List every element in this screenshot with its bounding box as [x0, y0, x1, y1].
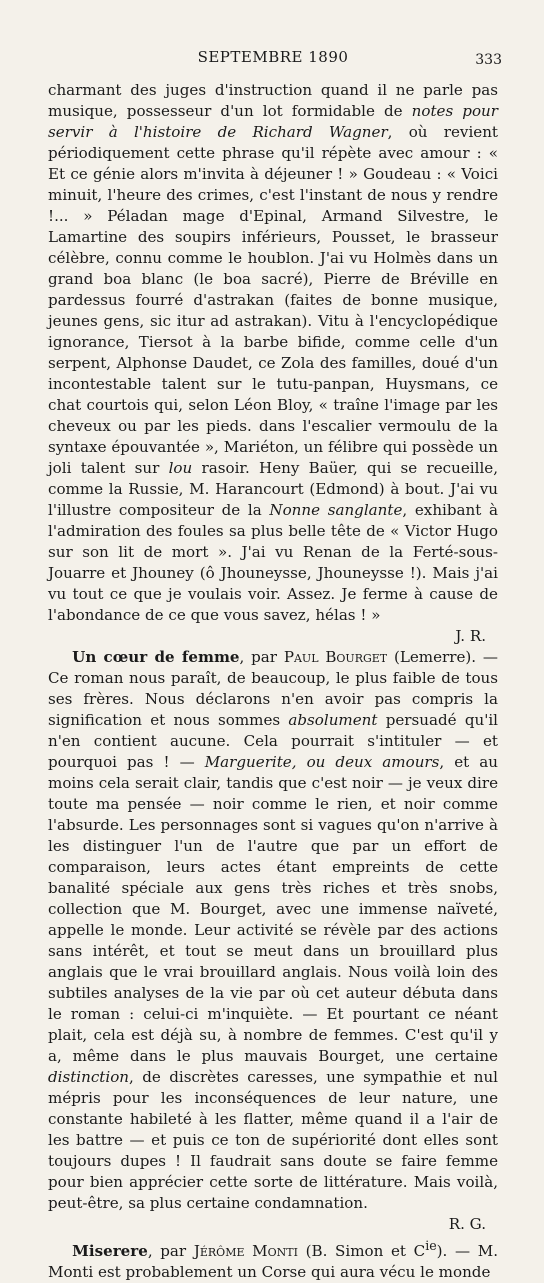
review1-text: (Lemerre). — Ce roman nous paraît, de beaucoup, le plus faible de tous ses frères. Nous déclarons n'en avoir pas compris la signification et nous sommes — [48, 648, 498, 729]
review2-text-2: ). — M. Monti est probablement un Corse qui aura vécu le monde — [48, 1242, 499, 1282]
signature-rg: R. G. — [448, 1215, 486, 1233]
para1-text-3: rasoir. Heny Baüer, qui se recueille, comme la Russie, M. Harancourt (Edmond) à bout. J'ai vu l'illustre compositeur de la — [48, 459, 498, 519]
review1-text-3: , et au moins cela serait clair, tandis que c'est noir — je veux dire toute ma pensée — noir comme le rien, et noir comme l'absurde. Les personnages sont si vagues qu'on n'arrive à les distinguer l'un de l'autre que par un effort de comparaison, leurs actes étant empreints de cette banalité spéciale aux gens très riches et très snobs, collection que M. Bourget, avec une immense naïveté, appelle le monde. Leur activité se révèle par des actions sans intérêt, et tout se meut dans un brouillard plus anglais que le vrai brouillard anglais. Nous voilà loin des subtiles analyses de la vie par où cet auteur débuta dans le roman : celui-ci m'inquiète. — Et pourtant ce néant plait, cela est déjà su, à nombre de femmes. C'est qu'il y a, même dans le plus mauvais Bourget, une certaine — [48, 753, 498, 1065]
review1-by: , par — [239, 648, 284, 666]
running-head: SEPTEMBRE 1890 — [197, 48, 349, 66]
signature-jr: J. R. — [455, 627, 486, 645]
para1-italic-lou: lou — [168, 459, 193, 477]
para1-text-4: , exhibant à l'admiration des foules sa plus belle tête de « Victor Hugo sur son lit de mort ». J'ai vu Renan de la Ferté-sous-Jouarre et Jhouney (ô Jhouneysse, Jhouneysse !). Mais j'ai vu tout ce que je voulais voir. Assez. Je ferme à cause de l'abondance de ce que vous savez, hélas ! » — [48, 501, 498, 624]
review1-italic-distinction: distinction — [48, 1068, 130, 1086]
review2-text: (B. Simon et C — [297, 1242, 426, 1261]
review1-author: Paul Bourget — [283, 648, 388, 666]
review-un-coeur-de-femme — [48, 647, 498, 1214]
paragraph-letter-continuation — [48, 80, 498, 626]
page-header — [48, 44, 502, 72]
para1-text: charmant des juges d'instruction quand il ne parle pas musique, possesseur d'un lot formidable de — [48, 81, 498, 120]
review1-text-2: persuadé qu'il n'en contient aucune. Cela pourrait s'intituler — et pourquoi pas ! — — [48, 711, 499, 771]
review1-text-4: , de discrètes caresses, une sympathie et nul mépris pour les inconséquences de leur nature, une constante habileté à les flatter, même quand il a l'air de les battre — et puis ce ton de supériorité dont elles sont toujours dupes ! Il faudrait sans doute se faire femme pour bien apprécier cette sorte de littérature. Mais voilà, peut-être, sa plus certaine condamnation. — [48, 1068, 498, 1212]
review2-superscript: ie — [425, 1238, 437, 1253]
para1-text-2: , où revient périodiquement cette phrase qu'il répète avec amour : « Et ce génie alors m'invita à déjeuner ! » Goudeau : « Voici minuit, l'heure des crimes, c'est l'instant de nous y rendre !... » Péladan mage d'Epinal, Armand Silvestre, le Lamartine des soupirs inférieurs, Pousset, le brasseur célèbre, connu comme le houblon. J'ai vu Holmès dans un grand boa blanc (le boa sacré), Pierre de Bréville en pardessus fourré d'astrakan (faites de bonne musique, jeunes gens, sic itur ad astrakan). Vitu à l'encyclopédique ignorance, Tiersot à la barbe bifide, comme celle d'un serpent, Alphonse Daudet, ce Zola des familles, doué d'un incontestable talent sur le tutu-panpan, Huysmans, ce chat courtois qui, selon Léon Bloy, « traîne l'image par les cheveux ou par les pieds. dans l'escalier vermoulu de la syntaxe épouvantée », Mariéton, un félibre qui possède un joli talent sur — [48, 123, 498, 477]
review1-italic-absolument: absolument — [288, 711, 378, 729]
para1-italic-title: notes pour servir à l'histoire de Richard Wagner — [48, 102, 498, 141]
review2-author: Jérôme Monti — [193, 1242, 298, 1261]
para1-italic-nonne: Nonne sanglante — [269, 501, 403, 519]
review2-by: , par — [147, 1242, 194, 1261]
review1-italic-marguerite: Marguerite, ou deux amours — [204, 753, 440, 771]
review1-title: Un cœur de femme — [72, 648, 240, 666]
body-text — [48, 80, 498, 1283]
page-number: 333 — [475, 52, 502, 68]
review2-title: Miserere — [72, 1242, 148, 1261]
review-miserere — [48, 1235, 498, 1283]
